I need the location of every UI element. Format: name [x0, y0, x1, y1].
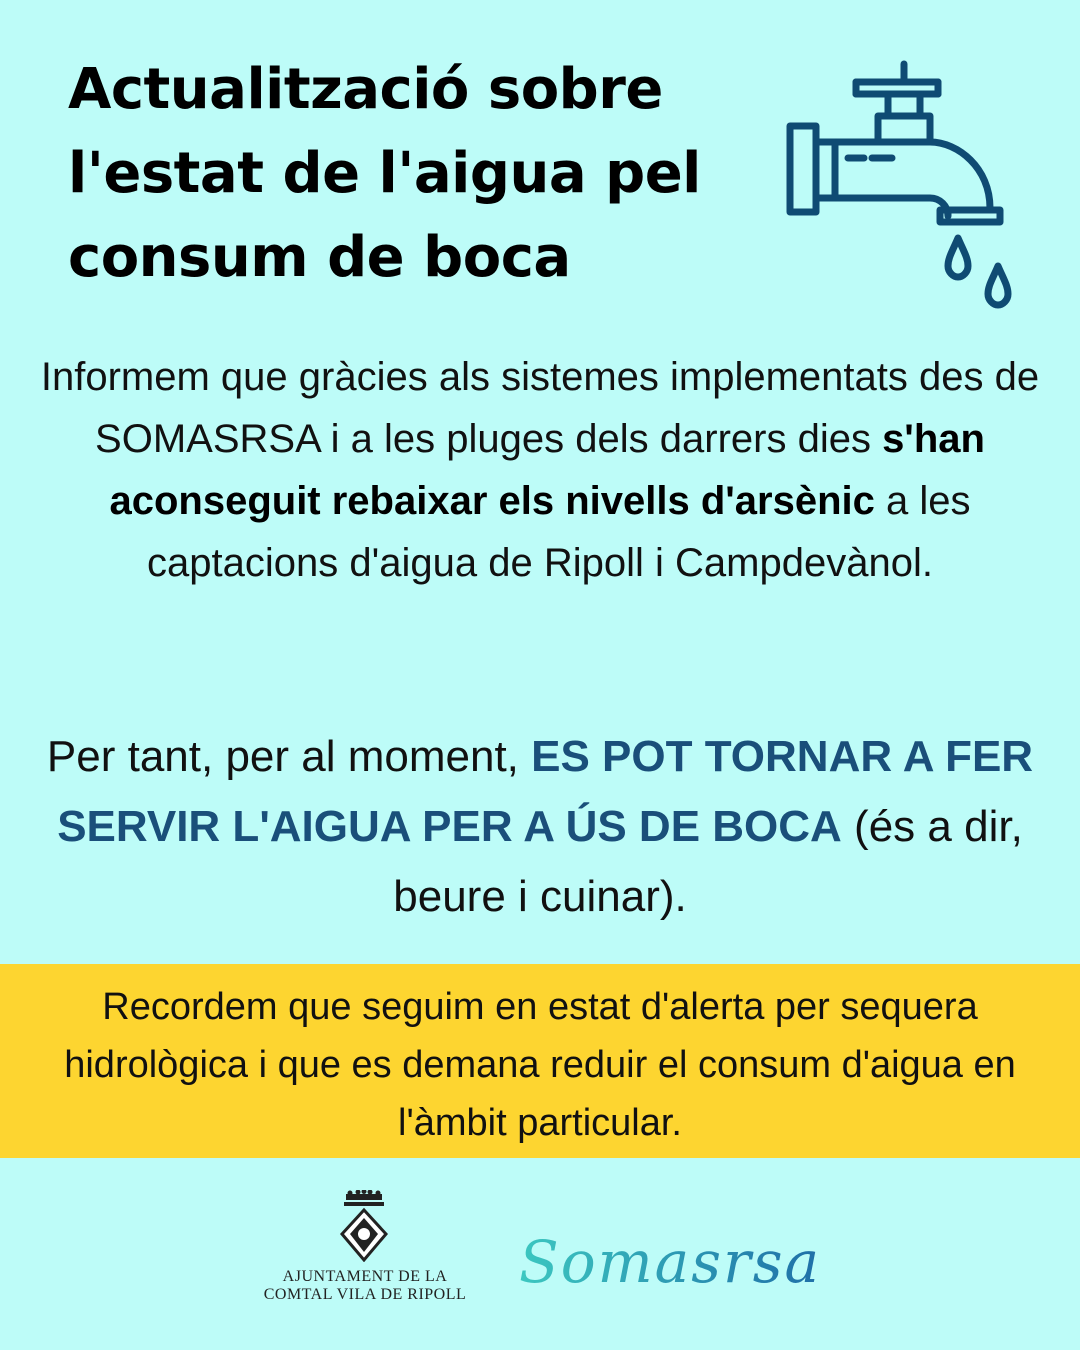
conclusion-text-1: Per tant, per al moment,: [46, 732, 532, 781]
info-text-1: Informem que gràcies als sistemes implementats des de SOMASRSA i a les pluges dels darrers dies: [40, 355, 1040, 461]
alert-text: Recordem que seguim en estat d'alerta per sequera hidrològica i que es demana reduir el consum d'aigua en l'àmbit particular.: [64, 986, 1016, 1144]
coat-of-arms-icon: [336, 1190, 392, 1262]
alert-banner: [0, 964, 1080, 1158]
conclusion-paragraph: [20, 722, 1060, 932]
ajuntament-logo: [250, 1190, 480, 1310]
info-paragraph: [20, 346, 1060, 594]
conclusion-text-2: (és a dir, beure i cuinar).: [393, 802, 1023, 921]
svg-text:Somasrsa: Somasrsa: [519, 1228, 822, 1296]
conclusion-highlight: ES POT TORNAR A FER SERVIR L'AIGUA PER A ÚS DE BOCA: [57, 732, 1034, 851]
somasrsa-logo: [515, 1222, 875, 1302]
info-text-2: a les captacions d'aigua de Ripoll i Campdevànol.: [147, 479, 971, 585]
ajuntament-line-1: AJUNTAMENT DE LA: [282, 1268, 448, 1285]
ajuntament-line-2: COMTAL VILA DE RIPOLL: [263, 1286, 467, 1303]
water-tap-icon: [780, 60, 1020, 320]
page-title: Actualització sobre l'estat de l'aigua pel consum de boca: [68, 57, 701, 290]
info-bold-text: s'han aconseguit rebaixar els nivells d'arsènic: [109, 417, 985, 523]
